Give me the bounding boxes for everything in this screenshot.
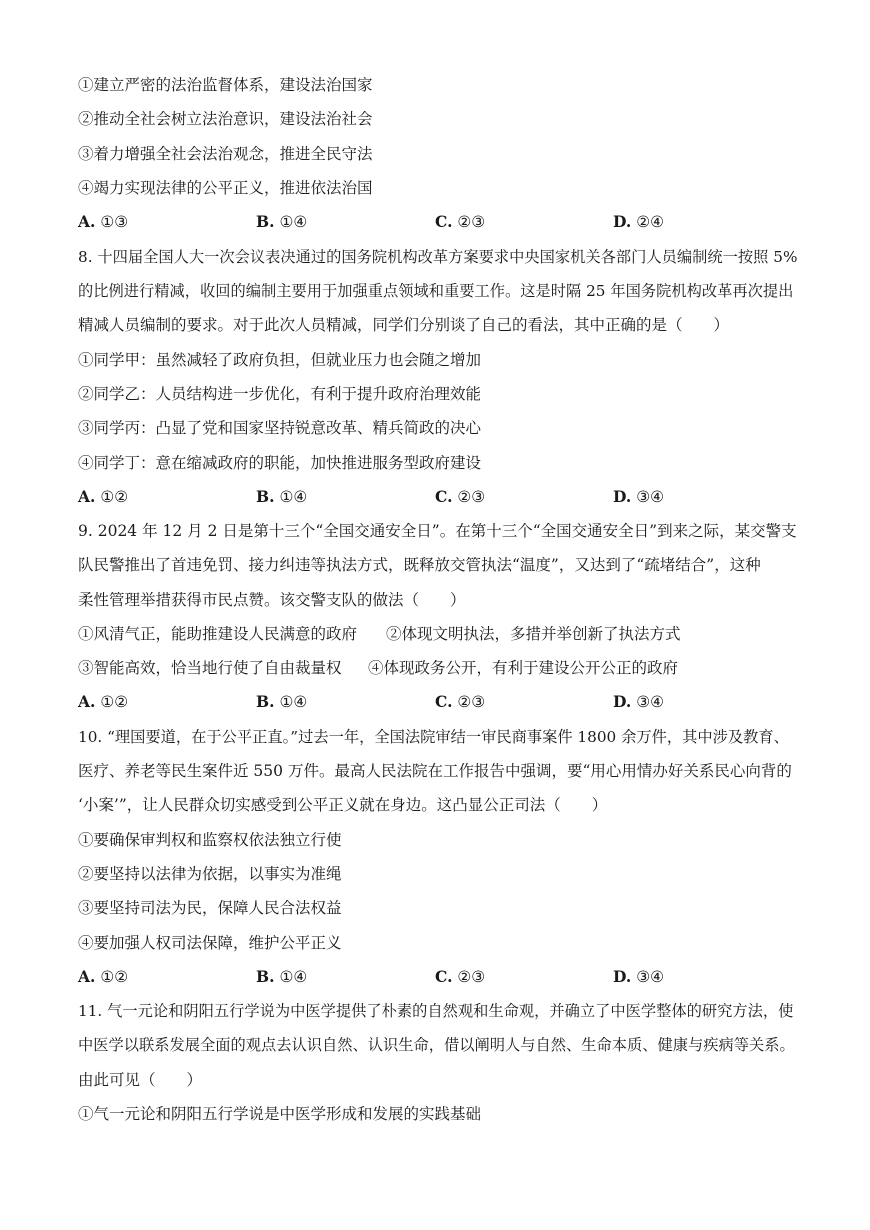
q9-stem-line-1: 9. 2024 年 12 月 2 日是第十三个“全国交通安全日”。在第十三个“全国交通安全日”到来之际，某交警支	[78, 522, 797, 540]
q7-item-1: ①建立严密的法治监督体系，建设法治国家	[78, 76, 373, 94]
q10-option-a[interactable]: A. ①②	[78, 967, 129, 986]
q10-item-4: ④要加强人权司法保障，维护公平正义	[78, 934, 342, 952]
q10-option-c[interactable]: C. ②③	[435, 967, 486, 986]
q8-stem-line-1: 8. 十四届全国人大一次会议表决通过的国务院机构改革方案要求中央国家机关各部门人员编制统一按照 5%	[78, 248, 798, 266]
q10-item-1: ①要确保审判权和监察权依法独立行使	[78, 831, 342, 849]
q10-stem-line-3: ‘小案’”，让人民群众切实感受到公平正义就在身边。这凸显公正司法（ ）	[78, 796, 608, 814]
q7-option-a[interactable]: A. ①③	[78, 212, 129, 231]
q11-stem-line-1: 11. 气一元论和阴阳五行学说为中医学提供了朴素的自然观和生命观，并确立了中医学整体的研究方法，使	[78, 1002, 794, 1020]
q10-item-2: ②要坚持以法律为依据，以事实为准绳	[78, 865, 342, 883]
q10-stem-line-2: 医疗、养老等民生案件近 550 万件。最高人民法院在工作报告中强调，要“用心用情办好关系民心向背的	[78, 762, 792, 780]
q7-item-4: ④竭力实现法律的公平正义，推进依法治国	[78, 179, 373, 197]
q11-stem-line-3: 由此可见（ ）	[78, 1071, 203, 1089]
q8-option-a[interactable]: A. ①②	[78, 487, 129, 506]
q8-options	[78, 487, 798, 507]
q8-item-2: ②同学乙：人员结构进一步优化，有利于提升政府治理效能	[78, 385, 482, 403]
q9-stem-line-2: 队民警推出了首违免罚、接力纠违等执法方式，既释放交管执法“温度”，又达到了“疏堵结合”，这种	[78, 556, 761, 574]
q9-option-c[interactable]: C. ②③	[435, 692, 486, 711]
q7-options	[78, 212, 798, 232]
q9-option-b[interactable]: B. ①④	[256, 692, 308, 711]
q9-item-4: ④体现政务公开，有利于建设公开公正的政府	[368, 659, 679, 677]
q7-item-2: ②推动全社会树立法治意识，建设法治社会	[78, 110, 373, 128]
q7-option-d[interactable]: D. ②④	[613, 212, 665, 231]
q9-option-d[interactable]: D. ③④	[613, 692, 665, 711]
q11-stem-line-2: 中医学以联系发展全面的观点去认识自然、认识生命，借以阐明人与自然、生命本质、健康与疾病等关系。	[78, 1036, 795, 1054]
q8-item-1: ①同学甲：虽然减轻了政府负担，但就业压力也会随之增加	[78, 351, 482, 369]
q8-option-b[interactable]: B. ①④	[256, 487, 308, 506]
q8-stem-line-2: 的比例进行精减，收回的编制主要用于加强重点领域和重要工作。这是时隔 25 年国务院机构改革再次提出	[78, 282, 794, 300]
q9-items-row-1	[78, 624, 798, 644]
q8-stem-line-3: 精减人员编制的要求。对于此次人员精减，同学们分别谈了自己的看法，其中正确的是（ ）	[78, 316, 730, 334]
q9-item-3: ③智能高效，恰当地行使了自由裁量权	[78, 659, 342, 677]
q10-option-b[interactable]: B. ①④	[256, 967, 308, 986]
q10-stem-line-1: 10. “理国要道，在于公平正直。”过去一年，全国法院审结一审民商事案件 1800 余万件，其中涉及教育、	[78, 728, 789, 746]
q10-options	[78, 967, 798, 987]
q9-item-1: ①风清气正，能助推建设人民满意的政府	[78, 625, 358, 643]
q9-item-2: ②体现文明执法，多措并举创新了执法方式	[386, 625, 681, 643]
q8-option-d[interactable]: D. ③④	[613, 487, 665, 506]
q10-item-3: ③要坚持司法为民，保障人民合法权益	[78, 899, 342, 917]
q9-items-row-2	[78, 658, 798, 678]
q9-options	[78, 692, 798, 712]
q10-option-d[interactable]: D. ③④	[613, 967, 665, 986]
q8-option-c[interactable]: C. ②③	[435, 487, 486, 506]
q7-item-3: ③着力增强全社会法治观念，推进全民守法	[78, 145, 373, 163]
q8-item-3: ③同学丙：凸显了党和国家坚持锐意改革、精兵简政的决心	[78, 419, 482, 437]
q7-option-b[interactable]: B. ①④	[256, 212, 308, 231]
q9-stem-line-3: 柔性管理举措获得市民点赞。该交警支队的做法（ ）	[78, 591, 466, 609]
q9-option-a[interactable]: A. ①②	[78, 692, 129, 711]
q7-option-c[interactable]: C. ②③	[435, 212, 486, 231]
q8-item-4: ④同学丁：意在缩减政府的职能，加快推进服务型政府建设	[78, 454, 482, 472]
q11-item-1: ①气一元论和阴阳五行学说是中医学形成和发展的实践基础	[78, 1105, 482, 1123]
